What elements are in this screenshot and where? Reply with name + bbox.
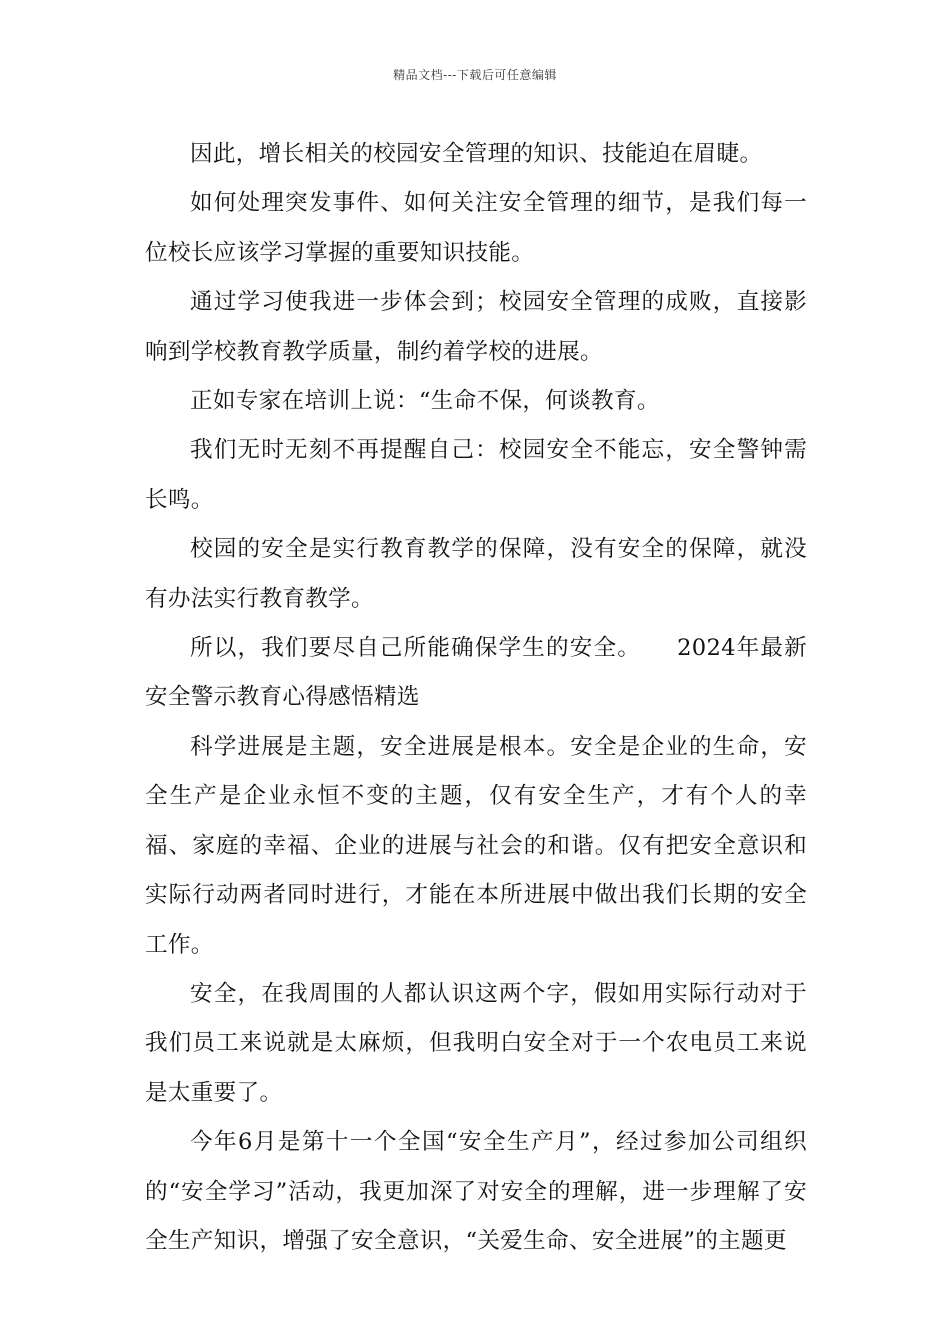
document-body <box>145 130 807 1266</box>
paragraph: 校园的安全是实行教育教学的保障，没有安全的保障，就没有办法实行教育教学。 <box>145 536 807 612</box>
paragraph: 如何处理突发事件、如何关注安全管理的细节，是我们每一位校长应该学习掌握的重要知识技能。 <box>145 190 807 266</box>
paragraph: 科学进展是主题，安全进展是根本。安全是企业的生命，安全生产是企业永恒不变的主题，仅有安全生产，才有个人的幸福、家庭的幸福、企业的进展与社会的和谐。仅有把安全意识和实际行动两者同时进行，才能在本所进展中做出我们长期的安全工作。 <box>145 733 807 958</box>
page-header: 精品文档---下载后可任意编辑 <box>393 68 557 82</box>
paragraph: 安全，在我周围的人都认识这两个字，假如用实际行动对于我们员工来说就是太麻烦，但我明白安全对于一个农电员工来说是太重要了。 <box>145 980 807 1106</box>
paragraph: 通过学习使我进一步体会到；校园安全管理的成败，直接影响到学校教育教学质量，制约着学校的进展。 <box>145 289 807 365</box>
paragraph: 正如专家在培训上说：“生命不保，何谈教育。 <box>190 388 660 415</box>
paragraph: 我们无时无刻不再提醒自己：校园安全不能忘，安全警钟需长鸣。 <box>145 437 807 513</box>
paragraph: 今年6月是第十一个全国“安全生产月”，经过参加公司组织的“安全学习”活动，我更加深了对安全的理解，进一步理解了安全生产知识，增强了安全意识，“关爱生命、安全进展”的主题更 <box>145 1129 807 1254</box>
paragraph: 所以，我们要尽自己所能确保学生的安全。 2024年最新安全警示教育心得感悟精选 <box>145 635 807 711</box>
paragraph: 因此，增长相关的校园安全管理的知识、技能迫在眉睫。 <box>190 141 763 167</box>
